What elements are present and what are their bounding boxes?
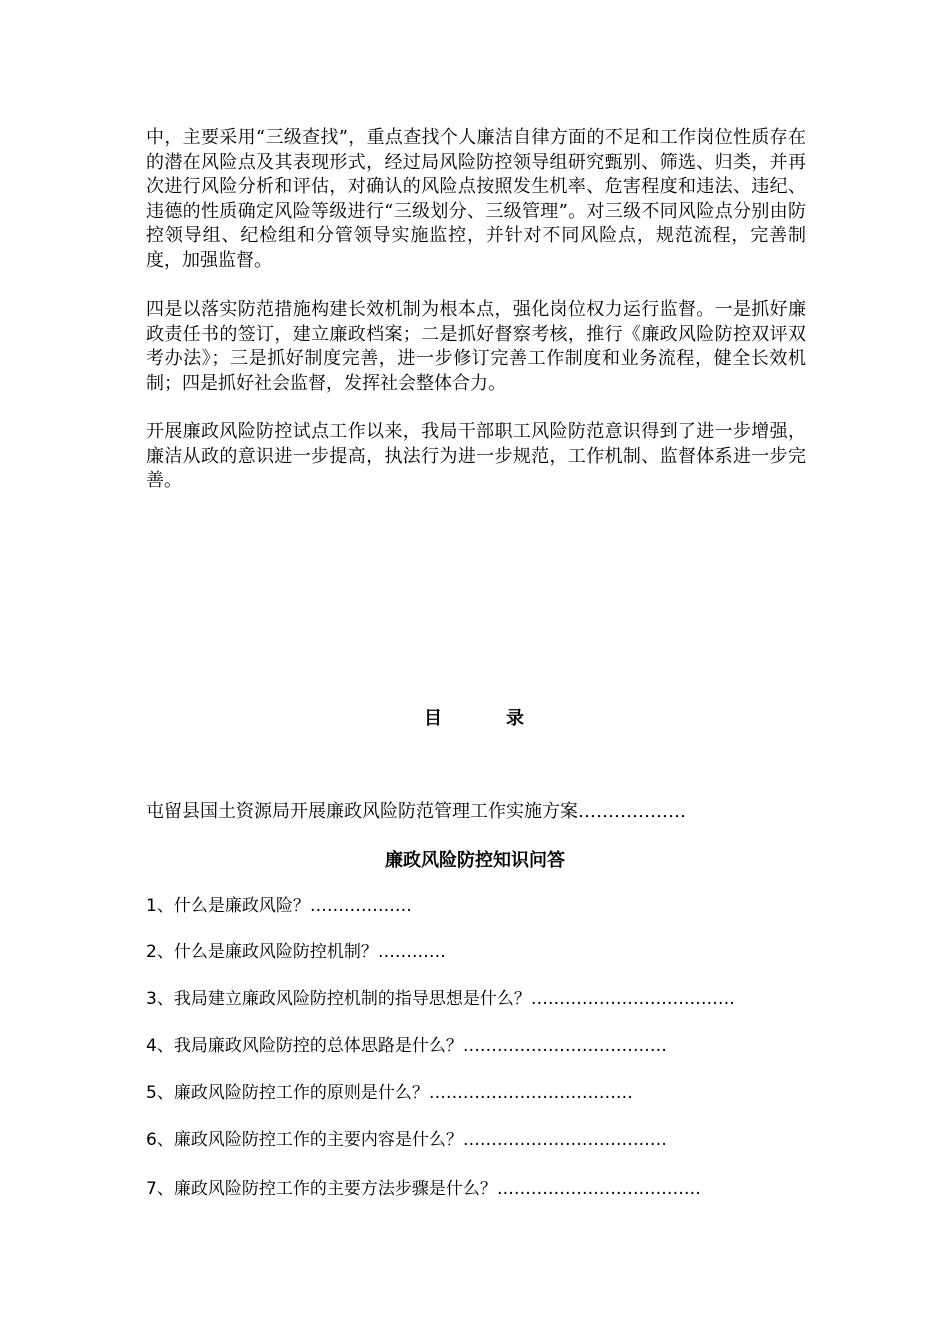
toc-item-text: 4、我局廉政风险防控的总体思路是什么？ xyxy=(146,1036,463,1056)
toc-item[interactable] xyxy=(146,1177,701,1201)
toc-heading xyxy=(424,704,524,730)
toc-leader-dots: ……………………………… xyxy=(462,1130,667,1150)
toc-heading-char: 录 xyxy=(506,708,524,729)
toc-leader-dots: ……………………………… xyxy=(530,989,735,1009)
toc-leader-dots: ……………………………… xyxy=(462,1036,667,1056)
toc-item[interactable] xyxy=(146,1034,667,1058)
body-paragraph: 开展廉政风险防控试点工作以来，我局干部职工风险防范意识得到了进一步增强，廉洁从政的意识进一步提高，执法行为进一步规范，工作机制、监督体系进一步完善。 xyxy=(146,421,806,491)
toc-item[interactable] xyxy=(146,1128,667,1152)
toc-item-text: 2、什么是廉政风险防控机制？ xyxy=(146,942,378,962)
toc-leader-dots: ……………… xyxy=(578,801,686,822)
toc-item[interactable] xyxy=(146,940,446,964)
toc-item-text: 5、廉政风险防控工作的原则是什么？ xyxy=(146,1083,429,1103)
toc-item-text: 7、廉政风险防控工作的主要方法步骤是什么？ xyxy=(146,1179,497,1199)
toc-item[interactable] xyxy=(146,894,412,918)
toc-section-title: 廉政风险防控知识问答 xyxy=(385,850,565,871)
toc-item[interactable] xyxy=(146,987,735,1011)
toc-item-text: 6、廉政风险防控工作的主要内容是什么？ xyxy=(146,1130,463,1150)
body-paragraph: 四是以落实防范措施构建长效机制为根本点，强化岗位权力运行监督。一是抓好廉政责任书的签订，建立廉政档案；二是抓好督察考核，推行《廉政风险防控双评双考办法》；三是抓好制度完善，进一步修订完善工作制度和业务流程，健全长效机制；四是抓好社会监督，发挥社会整体合力。 xyxy=(146,299,806,394)
toc-leader-dots: ………… xyxy=(377,942,446,962)
toc-entry-main[interactable] xyxy=(146,800,686,824)
toc-leader-dots: ……………………………… xyxy=(428,1083,633,1103)
body-paragraph: 中，主要采用“三级查找”，重点查找个人廉洁自律方面的不足和工作岗位性质存在的潜在风险点及其表现形式，经过局风险防控领导组研究甄别、筛选、归类，并再次进行风险分析和评估，对确认的风险点按照发生机率、危害程度和违法、违纪、违德的性质确定风险等级进行“三级划分、三级管理”。对三级不同风险点分别由防控领导组、纪检组和分管领导实施监控，并针对不同风险点，规范流程，完善制度，加强监督。 xyxy=(146,127,806,271)
toc-item-text: 1、什么是廉政风险？ xyxy=(146,896,310,916)
toc-item-text: 3、我局建立廉政风险防控机制的指导思想是什么？ xyxy=(146,989,531,1009)
toc-entry-text: 屯留县国土资源局开展廉政风险防范管理工作实施方案 xyxy=(146,801,578,822)
toc-leader-dots: ……………………………… xyxy=(496,1179,701,1199)
toc-item[interactable] xyxy=(146,1081,633,1105)
toc-leader-dots: ……………… xyxy=(309,896,412,916)
toc-heading-char: 目 xyxy=(424,708,442,729)
